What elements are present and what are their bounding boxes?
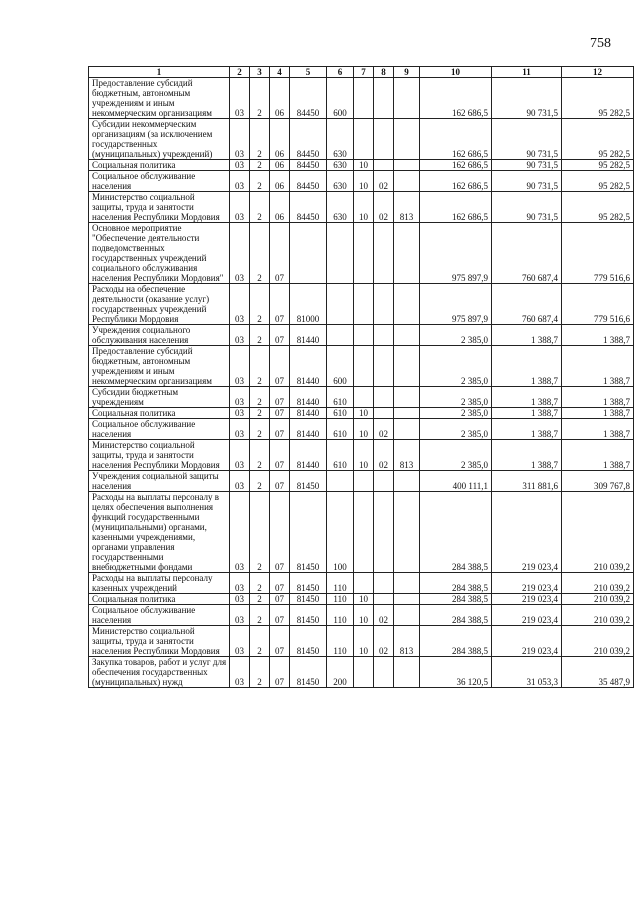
table-row bbox=[89, 657, 634, 688]
table-body bbox=[89, 78, 634, 688]
cell-col-10: 162 686,5 bbox=[420, 171, 492, 192]
cell-col-9 bbox=[394, 171, 420, 192]
cell-col-8 bbox=[374, 284, 394, 325]
cell-col-4: 07 bbox=[270, 605, 290, 626]
table-row bbox=[89, 284, 634, 325]
cell-col-9 bbox=[394, 346, 420, 387]
table-row bbox=[89, 605, 634, 626]
cell-col-12: 1 388,7 bbox=[562, 408, 634, 419]
cell-col-3: 2 bbox=[250, 387, 270, 408]
cell-col-10: 2 385,0 bbox=[420, 387, 492, 408]
cell-col-12: 210 039,2 bbox=[562, 605, 634, 626]
row-name-cell: Расходы на выплаты персоналу в целях обеспечения выполнения функций государственными (муниципальными) органами, казенными учреждениями, органами управления государственными внебюджетными фондами bbox=[89, 492, 230, 573]
cell-col-5: 84450 bbox=[290, 119, 327, 160]
cell-col-4: 07 bbox=[270, 657, 290, 688]
cell-col-11: 760 687,4 bbox=[492, 284, 562, 325]
cell-col-3: 2 bbox=[250, 171, 270, 192]
cell-col-8: 02 bbox=[374, 626, 394, 657]
row-name-cell: Министерство социальной защиты, труда и занятости населения Республики Мордовия bbox=[89, 626, 230, 657]
cell-col-10: 36 120,5 bbox=[420, 657, 492, 688]
cell-col-11: 219 023,4 bbox=[492, 605, 562, 626]
cell-col-5: 81450 bbox=[290, 626, 327, 657]
cell-col-8 bbox=[374, 573, 394, 594]
cell-col-6: 610 bbox=[327, 387, 354, 408]
cell-col-5: 81450 bbox=[290, 657, 327, 688]
column-header: 5 bbox=[290, 67, 327, 78]
cell-col-8 bbox=[374, 325, 394, 346]
cell-col-11: 31 053,3 bbox=[492, 657, 562, 688]
cell-col-4: 07 bbox=[270, 594, 290, 605]
cell-col-3: 2 bbox=[250, 605, 270, 626]
table-row bbox=[89, 626, 634, 657]
cell-col-11: 90 731,5 bbox=[492, 78, 562, 119]
cell-col-11: 90 731,5 bbox=[492, 119, 562, 160]
cell-col-7 bbox=[354, 325, 374, 346]
cell-col-10: 2 385,0 bbox=[420, 346, 492, 387]
table-row bbox=[89, 594, 634, 605]
table-row bbox=[89, 492, 634, 573]
column-header: 7 bbox=[354, 67, 374, 78]
cell-col-11: 90 731,5 bbox=[492, 171, 562, 192]
column-header: 2 bbox=[230, 67, 250, 78]
cell-col-6 bbox=[327, 223, 354, 284]
cell-col-6: 600 bbox=[327, 346, 354, 387]
cell-col-11: 1 388,7 bbox=[492, 346, 562, 387]
row-name-cell: Субсидии бюджетным учреждениям bbox=[89, 387, 230, 408]
cell-col-9 bbox=[394, 657, 420, 688]
cell-col-5: 84450 bbox=[290, 171, 327, 192]
cell-col-2: 03 bbox=[230, 160, 250, 171]
cell-col-7: 10 bbox=[354, 192, 374, 223]
cell-col-8: 02 bbox=[374, 192, 394, 223]
row-name-cell: Социальная политика bbox=[89, 594, 230, 605]
cell-col-11: 760 687,4 bbox=[492, 223, 562, 284]
cell-col-2: 03 bbox=[230, 594, 250, 605]
cell-col-6: 630 bbox=[327, 119, 354, 160]
cell-col-2: 03 bbox=[230, 171, 250, 192]
cell-col-6 bbox=[327, 471, 354, 492]
cell-col-5: 81450 bbox=[290, 594, 327, 605]
cell-col-10: 284 388,5 bbox=[420, 626, 492, 657]
cell-col-10: 975 897,9 bbox=[420, 223, 492, 284]
cell-col-10: 975 897,9 bbox=[420, 284, 492, 325]
cell-col-10: 162 686,5 bbox=[420, 119, 492, 160]
cell-col-3: 2 bbox=[250, 657, 270, 688]
cell-col-3: 2 bbox=[250, 626, 270, 657]
cell-col-3: 2 bbox=[250, 325, 270, 346]
table-row bbox=[89, 119, 634, 160]
cell-col-9 bbox=[394, 119, 420, 160]
cell-col-3: 2 bbox=[250, 346, 270, 387]
cell-col-7: 10 bbox=[354, 408, 374, 419]
table-row bbox=[89, 408, 634, 419]
table-header-row bbox=[89, 67, 634, 78]
row-name-cell: Министерство социальной защиты, труда и занятости населения Республики Мордовия bbox=[89, 192, 230, 223]
cell-col-3: 2 bbox=[250, 284, 270, 325]
cell-col-6: 110 bbox=[327, 605, 354, 626]
cell-col-7 bbox=[354, 223, 374, 284]
cell-col-7: 10 bbox=[354, 594, 374, 605]
cell-col-7 bbox=[354, 346, 374, 387]
cell-col-10: 284 388,5 bbox=[420, 594, 492, 605]
cell-col-2: 03 bbox=[230, 573, 250, 594]
cell-col-9 bbox=[394, 573, 420, 594]
cell-col-12: 1 388,7 bbox=[562, 325, 634, 346]
cell-col-10: 162 686,5 bbox=[420, 78, 492, 119]
column-header: 8 bbox=[374, 67, 394, 78]
cell-col-4: 06 bbox=[270, 119, 290, 160]
cell-col-8 bbox=[374, 387, 394, 408]
table-row bbox=[89, 171, 634, 192]
cell-col-3: 2 bbox=[250, 573, 270, 594]
cell-col-2: 03 bbox=[230, 408, 250, 419]
cell-col-10: 284 388,5 bbox=[420, 492, 492, 573]
cell-col-7: 10 bbox=[354, 171, 374, 192]
cell-col-10: 284 388,5 bbox=[420, 573, 492, 594]
cell-col-11: 1 388,7 bbox=[492, 408, 562, 419]
row-name-cell: Учреждения социального обслуживания населения bbox=[89, 325, 230, 346]
cell-col-12: 1 388,7 bbox=[562, 440, 634, 471]
cell-col-2: 03 bbox=[230, 325, 250, 346]
cell-col-6 bbox=[327, 284, 354, 325]
cell-col-6: 630 bbox=[327, 192, 354, 223]
cell-col-4: 07 bbox=[270, 573, 290, 594]
row-name-cell: Основное мероприятие "Обеспечение деятельности подведомственных государственных учреждений социального обслуживания населения Республики Мордовия" bbox=[89, 223, 230, 284]
cell-col-10: 162 686,5 bbox=[420, 160, 492, 171]
cell-col-8: 02 bbox=[374, 605, 394, 626]
cell-col-6: 100 bbox=[327, 492, 354, 573]
cell-col-9 bbox=[394, 419, 420, 440]
cell-col-5: 81450 bbox=[290, 573, 327, 594]
column-header: 4 bbox=[270, 67, 290, 78]
cell-col-2: 03 bbox=[230, 223, 250, 284]
row-name-cell: Закупка товаров, работ и услуг для обеспечения государственных (муниципальных) нужд bbox=[89, 657, 230, 688]
cell-col-9 bbox=[394, 223, 420, 284]
column-header: 10 bbox=[420, 67, 492, 78]
cell-col-12: 210 039,2 bbox=[562, 573, 634, 594]
cell-col-8 bbox=[374, 492, 394, 573]
column-header: 3 bbox=[250, 67, 270, 78]
cell-col-11: 219 023,4 bbox=[492, 492, 562, 573]
cell-col-3: 2 bbox=[250, 419, 270, 440]
table-row bbox=[89, 471, 634, 492]
row-name-cell: Субсидии некоммерческим организациям (за исключением государственных (муниципальных) учреждений) bbox=[89, 119, 230, 160]
cell-col-12: 309 767,8 bbox=[562, 471, 634, 492]
cell-col-11: 219 023,4 bbox=[492, 626, 562, 657]
row-name-cell: Предоставление субсидий бюджетным, автономным учреждениям и иным некоммерческим организациям bbox=[89, 346, 230, 387]
cell-col-12: 1 388,7 bbox=[562, 387, 634, 408]
cell-col-12: 95 282,5 bbox=[562, 171, 634, 192]
cell-col-6: 110 bbox=[327, 573, 354, 594]
table-row bbox=[89, 160, 634, 171]
cell-col-3: 2 bbox=[250, 78, 270, 119]
row-name-cell: Министерство социальной защиты, труда и занятости населения Республики Мордовия bbox=[89, 440, 230, 471]
cell-col-9 bbox=[394, 325, 420, 346]
cell-col-3: 2 bbox=[250, 160, 270, 171]
cell-col-10: 162 686,5 bbox=[420, 192, 492, 223]
cell-col-5: 81440 bbox=[290, 419, 327, 440]
cell-col-10: 2 385,0 bbox=[420, 408, 492, 419]
cell-col-5: 81450 bbox=[290, 471, 327, 492]
cell-col-7 bbox=[354, 119, 374, 160]
table-row bbox=[89, 573, 634, 594]
cell-col-12: 210 039,2 bbox=[562, 594, 634, 605]
cell-col-8: 02 bbox=[374, 440, 394, 471]
cell-col-12: 1 388,7 bbox=[562, 419, 634, 440]
cell-col-4: 07 bbox=[270, 408, 290, 419]
cell-col-6: 610 bbox=[327, 408, 354, 419]
cell-col-9 bbox=[394, 471, 420, 492]
cell-col-11: 219 023,4 bbox=[492, 573, 562, 594]
cell-col-6: 610 bbox=[327, 419, 354, 440]
row-name-cell: Социальная политика bbox=[89, 160, 230, 171]
cell-col-2: 03 bbox=[230, 119, 250, 160]
table-row bbox=[89, 346, 634, 387]
cell-col-7 bbox=[354, 471, 374, 492]
cell-col-12: 95 282,5 bbox=[562, 119, 634, 160]
cell-col-7: 10 bbox=[354, 440, 374, 471]
cell-col-2: 03 bbox=[230, 419, 250, 440]
row-name-cell: Социальное обслуживание населения bbox=[89, 419, 230, 440]
cell-col-4: 06 bbox=[270, 171, 290, 192]
cell-col-9 bbox=[394, 284, 420, 325]
cell-col-5: 81450 bbox=[290, 605, 327, 626]
table-row bbox=[89, 440, 634, 471]
column-header: 1 bbox=[89, 67, 230, 78]
cell-col-3: 2 bbox=[250, 119, 270, 160]
cell-col-9: 813 bbox=[394, 192, 420, 223]
cell-col-5: 84450 bbox=[290, 78, 327, 119]
cell-col-6: 600 bbox=[327, 78, 354, 119]
cell-col-9 bbox=[394, 160, 420, 171]
cell-col-7 bbox=[354, 387, 374, 408]
cell-col-4: 07 bbox=[270, 626, 290, 657]
cell-col-11: 1 388,7 bbox=[492, 387, 562, 408]
cell-col-5: 81440 bbox=[290, 440, 327, 471]
column-header: 9 bbox=[394, 67, 420, 78]
cell-col-10: 284 388,5 bbox=[420, 605, 492, 626]
cell-col-3: 2 bbox=[250, 492, 270, 573]
cell-col-10: 2 385,0 bbox=[420, 325, 492, 346]
cell-col-11: 1 388,7 bbox=[492, 419, 562, 440]
cell-col-9 bbox=[394, 78, 420, 119]
row-name-cell: Социальная политика bbox=[89, 408, 230, 419]
cell-col-5: 81440 bbox=[290, 346, 327, 387]
cell-col-12: 95 282,5 bbox=[562, 78, 634, 119]
cell-col-4: 07 bbox=[270, 440, 290, 471]
cell-col-6: 200 bbox=[327, 657, 354, 688]
cell-col-7: 10 bbox=[354, 605, 374, 626]
cell-col-2: 03 bbox=[230, 492, 250, 573]
cell-col-3: 2 bbox=[250, 408, 270, 419]
table-row bbox=[89, 325, 634, 346]
table-row bbox=[89, 387, 634, 408]
row-name-cell: Учреждения социальной защиты населения bbox=[89, 471, 230, 492]
cell-col-4: 07 bbox=[270, 223, 290, 284]
cell-col-12: 210 039,2 bbox=[562, 492, 634, 573]
cell-col-10: 2 385,0 bbox=[420, 419, 492, 440]
cell-col-4: 07 bbox=[270, 387, 290, 408]
cell-col-6: 610 bbox=[327, 440, 354, 471]
cell-col-12: 779 516,6 bbox=[562, 284, 634, 325]
cell-col-4: 07 bbox=[270, 471, 290, 492]
cell-col-3: 2 bbox=[250, 192, 270, 223]
cell-col-8 bbox=[374, 346, 394, 387]
cell-col-2: 03 bbox=[230, 605, 250, 626]
cell-col-4: 07 bbox=[270, 325, 290, 346]
cell-col-8 bbox=[374, 657, 394, 688]
cell-col-7: 10 bbox=[354, 419, 374, 440]
cell-col-6: 630 bbox=[327, 160, 354, 171]
cell-col-7 bbox=[354, 657, 374, 688]
table-row bbox=[89, 192, 634, 223]
table-row bbox=[89, 419, 634, 440]
cell-col-2: 03 bbox=[230, 78, 250, 119]
cell-col-9: 813 bbox=[394, 440, 420, 471]
cell-col-12: 95 282,5 bbox=[562, 192, 634, 223]
cell-col-9 bbox=[394, 387, 420, 408]
cell-col-4: 06 bbox=[270, 192, 290, 223]
cell-col-5: 81440 bbox=[290, 325, 327, 346]
cell-col-8 bbox=[374, 471, 394, 492]
cell-col-5 bbox=[290, 223, 327, 284]
cell-col-4: 06 bbox=[270, 78, 290, 119]
cell-col-6: 110 bbox=[327, 594, 354, 605]
cell-col-8: 02 bbox=[374, 419, 394, 440]
column-header: 6 bbox=[327, 67, 354, 78]
cell-col-3: 2 bbox=[250, 471, 270, 492]
cell-col-2: 03 bbox=[230, 440, 250, 471]
cell-col-2: 03 bbox=[230, 626, 250, 657]
cell-col-12: 210 039,2 bbox=[562, 626, 634, 657]
cell-col-11: 1 388,7 bbox=[492, 325, 562, 346]
cell-col-9 bbox=[394, 594, 420, 605]
cell-col-8: 02 bbox=[374, 171, 394, 192]
row-name-cell: Предоставление субсидий бюджетным, автономным учреждениям и иным некоммерческим организациям bbox=[89, 78, 230, 119]
column-header: 11 bbox=[492, 67, 562, 78]
cell-col-12: 779 516,6 bbox=[562, 223, 634, 284]
cell-col-11: 1 388,7 bbox=[492, 440, 562, 471]
cell-col-11: 311 881,6 bbox=[492, 471, 562, 492]
cell-col-2: 03 bbox=[230, 192, 250, 223]
cell-col-3: 2 bbox=[250, 223, 270, 284]
cell-col-9 bbox=[394, 605, 420, 626]
cell-col-9: 813 bbox=[394, 626, 420, 657]
cell-col-9 bbox=[394, 492, 420, 573]
row-name-cell: Расходы на обеспечение деятельности (оказание услуг) государственных учреждений Республики Мордовия bbox=[89, 284, 230, 325]
cell-col-6: 630 bbox=[327, 171, 354, 192]
table-row bbox=[89, 78, 634, 119]
cell-col-12: 95 282,5 bbox=[562, 160, 634, 171]
cell-col-5: 81450 bbox=[290, 492, 327, 573]
cell-col-5: 84450 bbox=[290, 192, 327, 223]
cell-col-10: 400 111,1 bbox=[420, 471, 492, 492]
cell-col-4: 07 bbox=[270, 346, 290, 387]
cell-col-7: 10 bbox=[354, 626, 374, 657]
cell-col-7: 10 bbox=[354, 160, 374, 171]
cell-col-2: 03 bbox=[230, 284, 250, 325]
cell-col-3: 2 bbox=[250, 440, 270, 471]
cell-col-12: 35 487,9 bbox=[562, 657, 634, 688]
cell-col-7 bbox=[354, 78, 374, 119]
cell-col-6 bbox=[327, 325, 354, 346]
cell-col-8 bbox=[374, 78, 394, 119]
cell-col-6: 110 bbox=[327, 626, 354, 657]
cell-col-5: 81440 bbox=[290, 387, 327, 408]
cell-col-7 bbox=[354, 573, 374, 594]
row-name-cell: Социальное обслуживание населения bbox=[89, 605, 230, 626]
cell-col-7 bbox=[354, 284, 374, 325]
cell-col-8 bbox=[374, 223, 394, 284]
cell-col-4: 06 bbox=[270, 160, 290, 171]
table-row bbox=[89, 223, 634, 284]
column-header: 12 bbox=[562, 67, 634, 78]
cell-col-8 bbox=[374, 594, 394, 605]
cell-col-11: 219 023,4 bbox=[492, 594, 562, 605]
cell-col-12: 1 388,7 bbox=[562, 346, 634, 387]
cell-col-2: 03 bbox=[230, 657, 250, 688]
cell-col-4: 07 bbox=[270, 419, 290, 440]
page-number: 758 bbox=[590, 36, 611, 51]
cell-col-11: 90 731,5 bbox=[492, 160, 562, 171]
cell-col-8 bbox=[374, 119, 394, 160]
cell-col-4: 07 bbox=[270, 284, 290, 325]
cell-col-5: 81440 bbox=[290, 408, 327, 419]
budget-table bbox=[88, 66, 634, 688]
cell-col-8 bbox=[374, 160, 394, 171]
row-name-cell: Социальное обслуживание населения bbox=[89, 171, 230, 192]
cell-col-2: 03 bbox=[230, 346, 250, 387]
row-name-cell: Расходы на выплаты персоналу казенных учреждений bbox=[89, 573, 230, 594]
cell-col-2: 03 bbox=[230, 387, 250, 408]
cell-col-3: 2 bbox=[250, 594, 270, 605]
cell-col-8 bbox=[374, 408, 394, 419]
cell-col-2: 03 bbox=[230, 471, 250, 492]
cell-col-7 bbox=[354, 492, 374, 573]
cell-col-11: 90 731,5 bbox=[492, 192, 562, 223]
cell-col-10: 2 385,0 bbox=[420, 440, 492, 471]
cell-col-9 bbox=[394, 408, 420, 419]
cell-col-4: 07 bbox=[270, 492, 290, 573]
cell-col-5: 84450 bbox=[290, 160, 327, 171]
cell-col-5: 81000 bbox=[290, 284, 327, 325]
